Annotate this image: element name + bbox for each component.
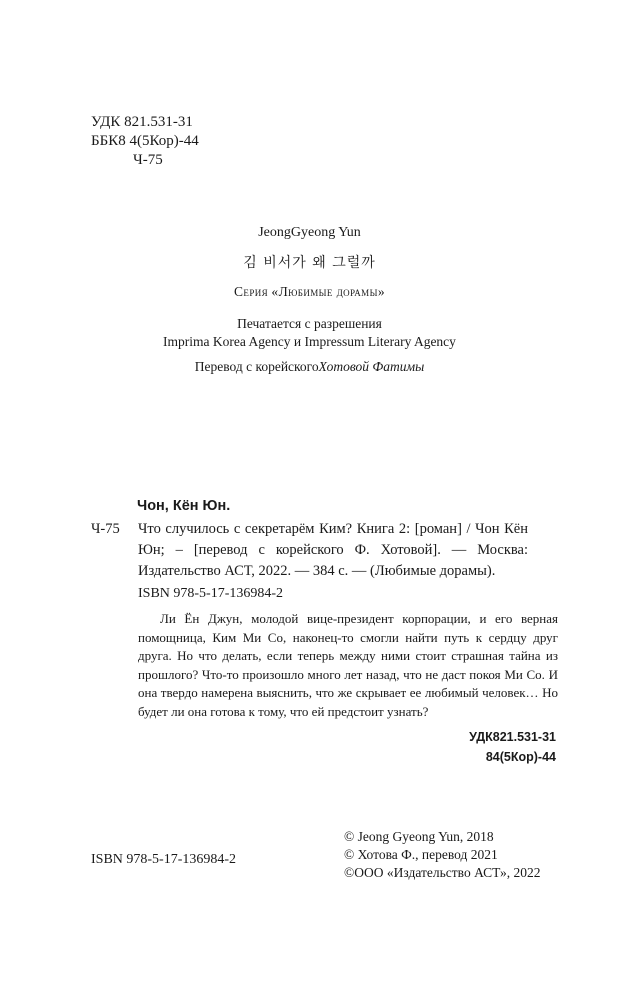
catalog-code: Ч-75 bbox=[91, 521, 120, 537]
original-title: 김 비서가 왜 그럴까 bbox=[243, 255, 376, 271]
series-prefix: Серия bbox=[234, 284, 269, 299]
footer-isbn: ISBN 978-5-17-136984-2 bbox=[91, 852, 237, 867]
series-line bbox=[0, 284, 619, 300]
catalog-udk-right: УДК821.531-31 bbox=[469, 730, 556, 744]
copyright-line: © Хотова Ф., перевод 2021 bbox=[344, 847, 498, 862]
series-name: «Любимые дорамы» bbox=[271, 284, 385, 299]
catalog-description: Что случилось с секретарём Ким? Книга 2: [роман] / Чон Кён Юн; – [перевод с корейского Ф. Хотовой]. — Москва: Издательство АСТ, 2022. — 384 с. — (Любимые дорамы). bbox=[138, 521, 528, 579]
translation-line bbox=[0, 359, 619, 375]
author-mark: Ч-75 bbox=[133, 152, 163, 168]
annotation: Ли Ён Джун, молодой вице-президент корпорации, и его верная помощница, Ким Ми Со, наконец-то смогли найти путь к сердцу друг друга. Но что делать, если теперь между ними стоит страшная тайна из прошлого? Что-то произошло много лет назад, что не даст покоя Ми Со. И она твердо намерена выяснить, что же скрывает ее любимый человек… Но будет ли она готова к тому, что ей предстоит узнать? bbox=[138, 611, 558, 719]
catalog-author: Чон, Кён Юн. bbox=[137, 498, 231, 514]
udk-code: УДК 821.531-31 bbox=[91, 114, 193, 130]
permission-block bbox=[0, 315, 619, 351]
copyright-line: © Jeong Gyeong Yun, 2018 bbox=[344, 829, 494, 844]
permission-line-1: Печатается с разрешения bbox=[237, 316, 382, 331]
udc-block bbox=[91, 113, 199, 170]
translator-name: Хотовой Фатимы bbox=[318, 359, 425, 374]
permission-line-2: Imprima Korea Agency и Impressum Literary Agency bbox=[163, 334, 456, 349]
author-latin: JeongGyeong Yun bbox=[258, 225, 361, 240]
bbk-code: ББК8 4(5Кор)-44 bbox=[91, 133, 199, 149]
catalog-isbn: ISBN 978-5-17-136984-2 bbox=[138, 586, 284, 601]
copyright-block bbox=[344, 828, 541, 882]
catalog-bbk-right: 84(5Кор)-44 bbox=[485, 750, 556, 764]
copyright-line: ©ООО «Издательство АСТ», 2022 bbox=[344, 865, 541, 880]
translation-prefix: Перевод с корейского bbox=[194, 359, 319, 374]
